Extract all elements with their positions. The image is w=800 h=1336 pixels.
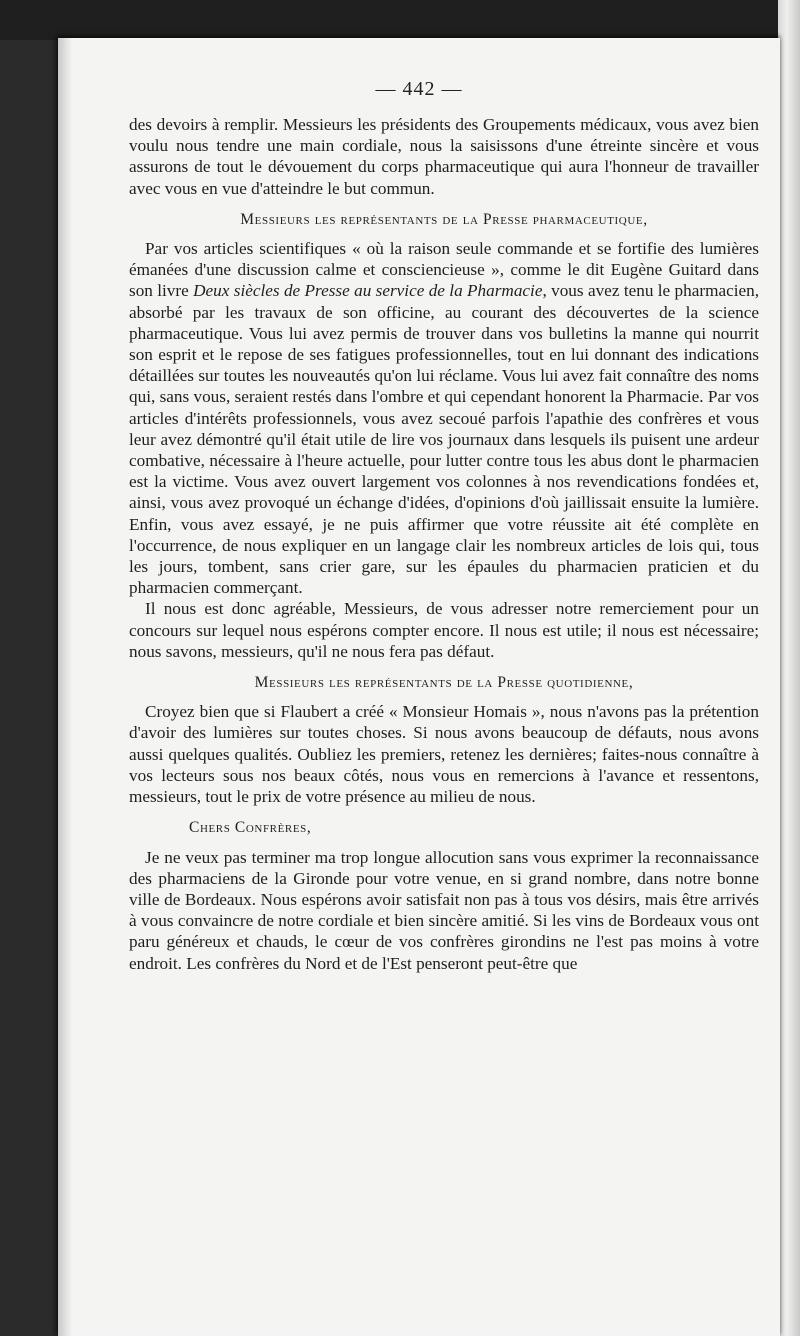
paragraph-presse-pharmaceutique bbox=[129, 238, 759, 598]
book-title: Deux siècles de Presse au service de la Pharmacie bbox=[193, 281, 543, 301]
heading-presse-quotidienne: Messieurs les représentants de la Presse quotidienne, bbox=[254, 674, 634, 692]
paragraph-text-start: Par vos articles scientifiques « où la raison seule commande et se fortifie des lumières émanées d'une discussion calme et consciencieuse », comme le dit Eugène Guitard dans son livre bbox=[129, 239, 759, 301]
adjacent-page-edge bbox=[778, 0, 800, 1336]
paragraph-chers-confreres: Je ne veux pas terminer ma trop longue allocution sans vous exprimer la reconnaissance des pharmaciens de la Gironde pour votre venue, en si grand nombre, dans notre bonne ville de Bordeaux. Nous espérons avoir satisfait non pas à tous vos désirs, mais être arrivés à vous convaincre de notre cordiale et bien sincère amitié. Si les vins de Bordeaux vous ont paru généreux et chauds, le cœur de vos confrères girondins ne l'est pas moins à votre endroit. Les confrères du Nord et de l'Est penseront peut-être que bbox=[129, 847, 759, 973]
paragraph-text-end: , vous avez tenu le pharmacien, absorbé par les travaux de son officine, au courant des découvertes de la science pharmaceutique. Vous lui avez permis de trouver dans vos bulletins la manne qui nourrit son esprit et le repose de ses fatigues professionnelles, tout en lui donnant des indications détaillées sur toutes les nouveautés qu'on lui réclame. Vous lui avez fait connaître des noms qui, sans vous, seraient restés dans l'ombre et qui cependant honorent la Pharmacie. Par vos articles d'intérêts professionnels, vous avez secoué parfois l'apathie des confrères et vous leur avez démontré qu'il était utile de lire vos journaux dans lesquels ils puisent une ardeur combative, nécessaire à l'heure actuelle, pour lutter contre tous les abus dont le pharmacien est la victime. Vous avez ouvert largement vos colonnes à nos revendications fondées et, ainsi, vous avez provoqué un échange d'idées, d'opinions d'où jaillissait ensuite la lumière. Enfin, vous avez essayé, je ne puis affirmer que votre réussite ait été complète en l'occurrence, de nous expliquer en un langage clair les nombreux articles de lois qui, tous les jours, tombent, sans crier gare, sur les épaules du pharmacien praticien et du pharmacien commerçant. bbox=[129, 281, 760, 598]
paragraph-presse-quotidienne: Croyez bien que si Flaubert a créé « Monsieur Homais », nous n'avons pas la prétention d'avoir des lumières sur toutes choses. Si nous avons beaucoup de défauts, nous avons aussi quelques qualités. Oubliez les premiers, retenez les dernières; faites-nous connaître à vos lecteurs sous nos beaux côtés, nous vous en remercions à l'avance et ressentons, messieurs, tout le prix de votre présence au milieu de nous. bbox=[129, 702, 759, 807]
heading-presse-pharmaceutique: Messieurs les représentants de la Presse pharmaceutique, bbox=[240, 210, 648, 228]
page-text bbox=[129, 114, 759, 974]
paragraph-remerciement: Il nous est donc agréable, Messieurs, de vous adresser notre remerciement pour un concours sur lequel nous espérons compter encore. Il nous est utile; il nous est nécessaire; nous savons, messieurs, qu'il ne nous fera pas défaut. bbox=[129, 599, 759, 661]
page-number: — 442 — bbox=[375, 78, 463, 100]
heading-chers-confreres: Chers Confrères, bbox=[189, 819, 312, 837]
paragraph-groupements: des devoirs à remplir. Messieurs les présidents des Groupements médicaux, vous avez bien voulu nous tendre une main cordiale, nous la saisissons d'une étreinte sincère et vous assurons de tout le dévouement du corps pharmaceutique qui aura l'honneur de travailler avec vous en vue d'atteindre le but commun. bbox=[129, 115, 759, 198]
gutter-shadow bbox=[58, 38, 72, 1336]
scan-background-top bbox=[0, 0, 800, 40]
